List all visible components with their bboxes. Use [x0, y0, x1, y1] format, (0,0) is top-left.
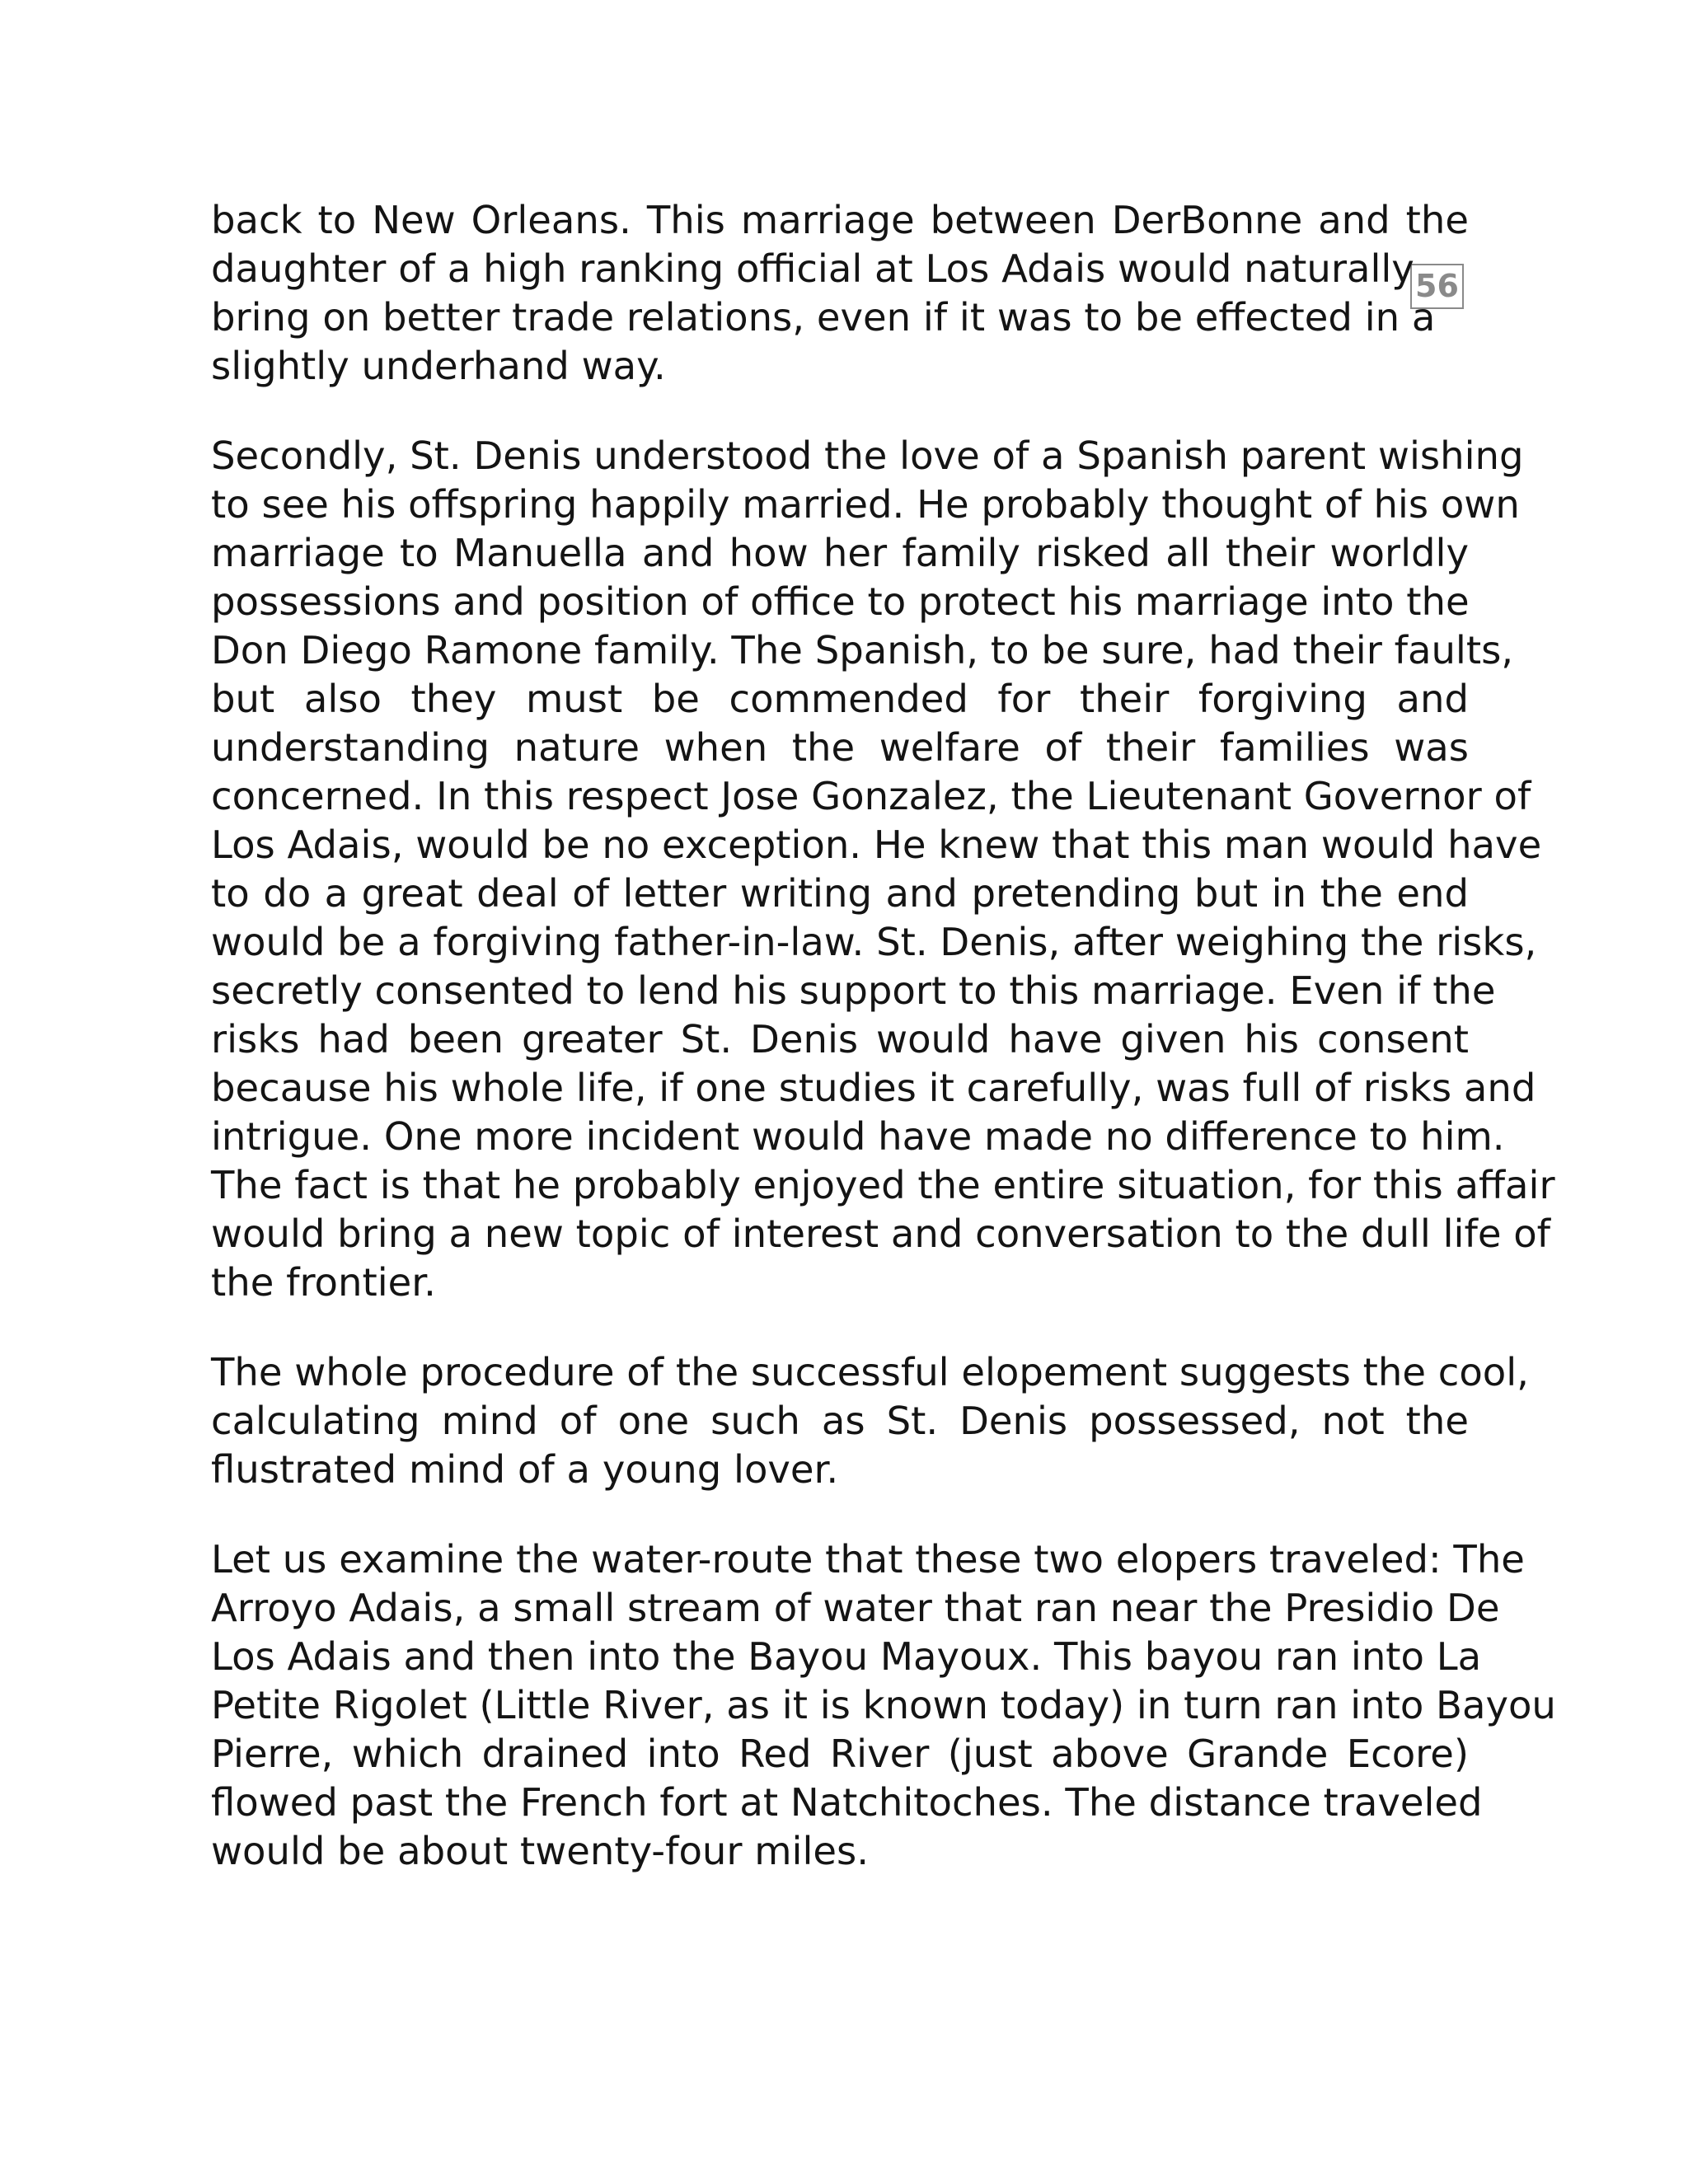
text-line: secretly consented to lend his support to this marriage. Even if the [211, 968, 1496, 1013]
text-line: because his whole life, if one studies it carefully, was full of risks and [211, 1066, 1536, 1110]
text-line: but also they must be commended for their forgiving and [211, 677, 1469, 721]
text-line: Petite Rigolet (Little River, as it is known today) in turn ran into Bayou [211, 1683, 1556, 1727]
document-body [211, 196, 1556, 1876]
text-line: flowed past the French fort at Natchitoches. The distance traveled [211, 1780, 1483, 1825]
text-line: bring on better trade relations, even if it was to be effected in a [211, 295, 1436, 340]
text-line: daughter of a high ranking official at Los Adais would naturally [211, 246, 1414, 291]
text-line: would bring a new topic of interest and conversation to the dull life of [211, 1212, 1551, 1256]
paragraph-1 [211, 196, 1469, 391]
text-line: concerned. In this respect Jose Gonzalez, the Lieutenant Governor of [211, 774, 1531, 818]
text-line: to see his offspring happily married. He probably thought of his own [211, 482, 1520, 527]
paragraph-4 [211, 1535, 1556, 1876]
text-line: risks had been greater St. Denis would have given his consent [211, 1017, 1469, 1062]
text-line: calculating mind of one such as St. Denis possessed, not the [211, 1399, 1469, 1443]
paragraph-3 [211, 1348, 1529, 1494]
text-line: possessions and position of office to protect his marriage into the [211, 579, 1470, 624]
text-line: intrigue. One more incident would have made no difference to him. [211, 1114, 1505, 1159]
text-line: Los Adais, would be no exception. He knew that this man would have [211, 823, 1542, 867]
text-line: to do a great deal of letter writing and pretending but in the end [211, 871, 1469, 916]
text-line: Secondly, St. Denis understood the love of a Spanish parent wishing [211, 434, 1524, 478]
paragraph-2 [211, 432, 1555, 1307]
text-line: understanding nature when the welfare of their families was [211, 725, 1469, 770]
text-line: would be a forgiving father-in-law. St. Denis, after weighing the risks, [211, 920, 1537, 964]
text-line: The whole procedure of the successful elopement suggests the cool, [211, 1350, 1529, 1394]
text-line: the frontier. [211, 1260, 436, 1305]
text-line: slightly underhand way. [211, 344, 666, 388]
text-line: would be about twenty-four miles. [211, 1829, 870, 1873]
text-line: Let us examine the water-route that these two elopers traveled: The [211, 1537, 1525, 1582]
text-line: Los Adais and then into the Bayou Mayoux. This bayou ran into La [211, 1634, 1482, 1679]
text-line: Don Diego Ramone family. The Spanish, to be sure, had their faults, [211, 628, 1514, 673]
text-line: The fact is that he probably enjoyed the entire situation, for this affair [211, 1163, 1555, 1207]
text-line: flustrated mind of a young lover. [211, 1447, 839, 1492]
text-line: Pierre, which drained into Red River (just above Grande Ecore) [211, 1732, 1469, 1776]
text-line: back to New Orleans. This marriage between DerBonne and the [211, 198, 1469, 242]
page-number-badge: 56 [1410, 264, 1464, 309]
text-line: Arroyo Adais, a small stream of water that ran near the Presidio De [211, 1586, 1500, 1630]
text-line: marriage to Manuella and how her family risked all their worldly [211, 531, 1469, 575]
